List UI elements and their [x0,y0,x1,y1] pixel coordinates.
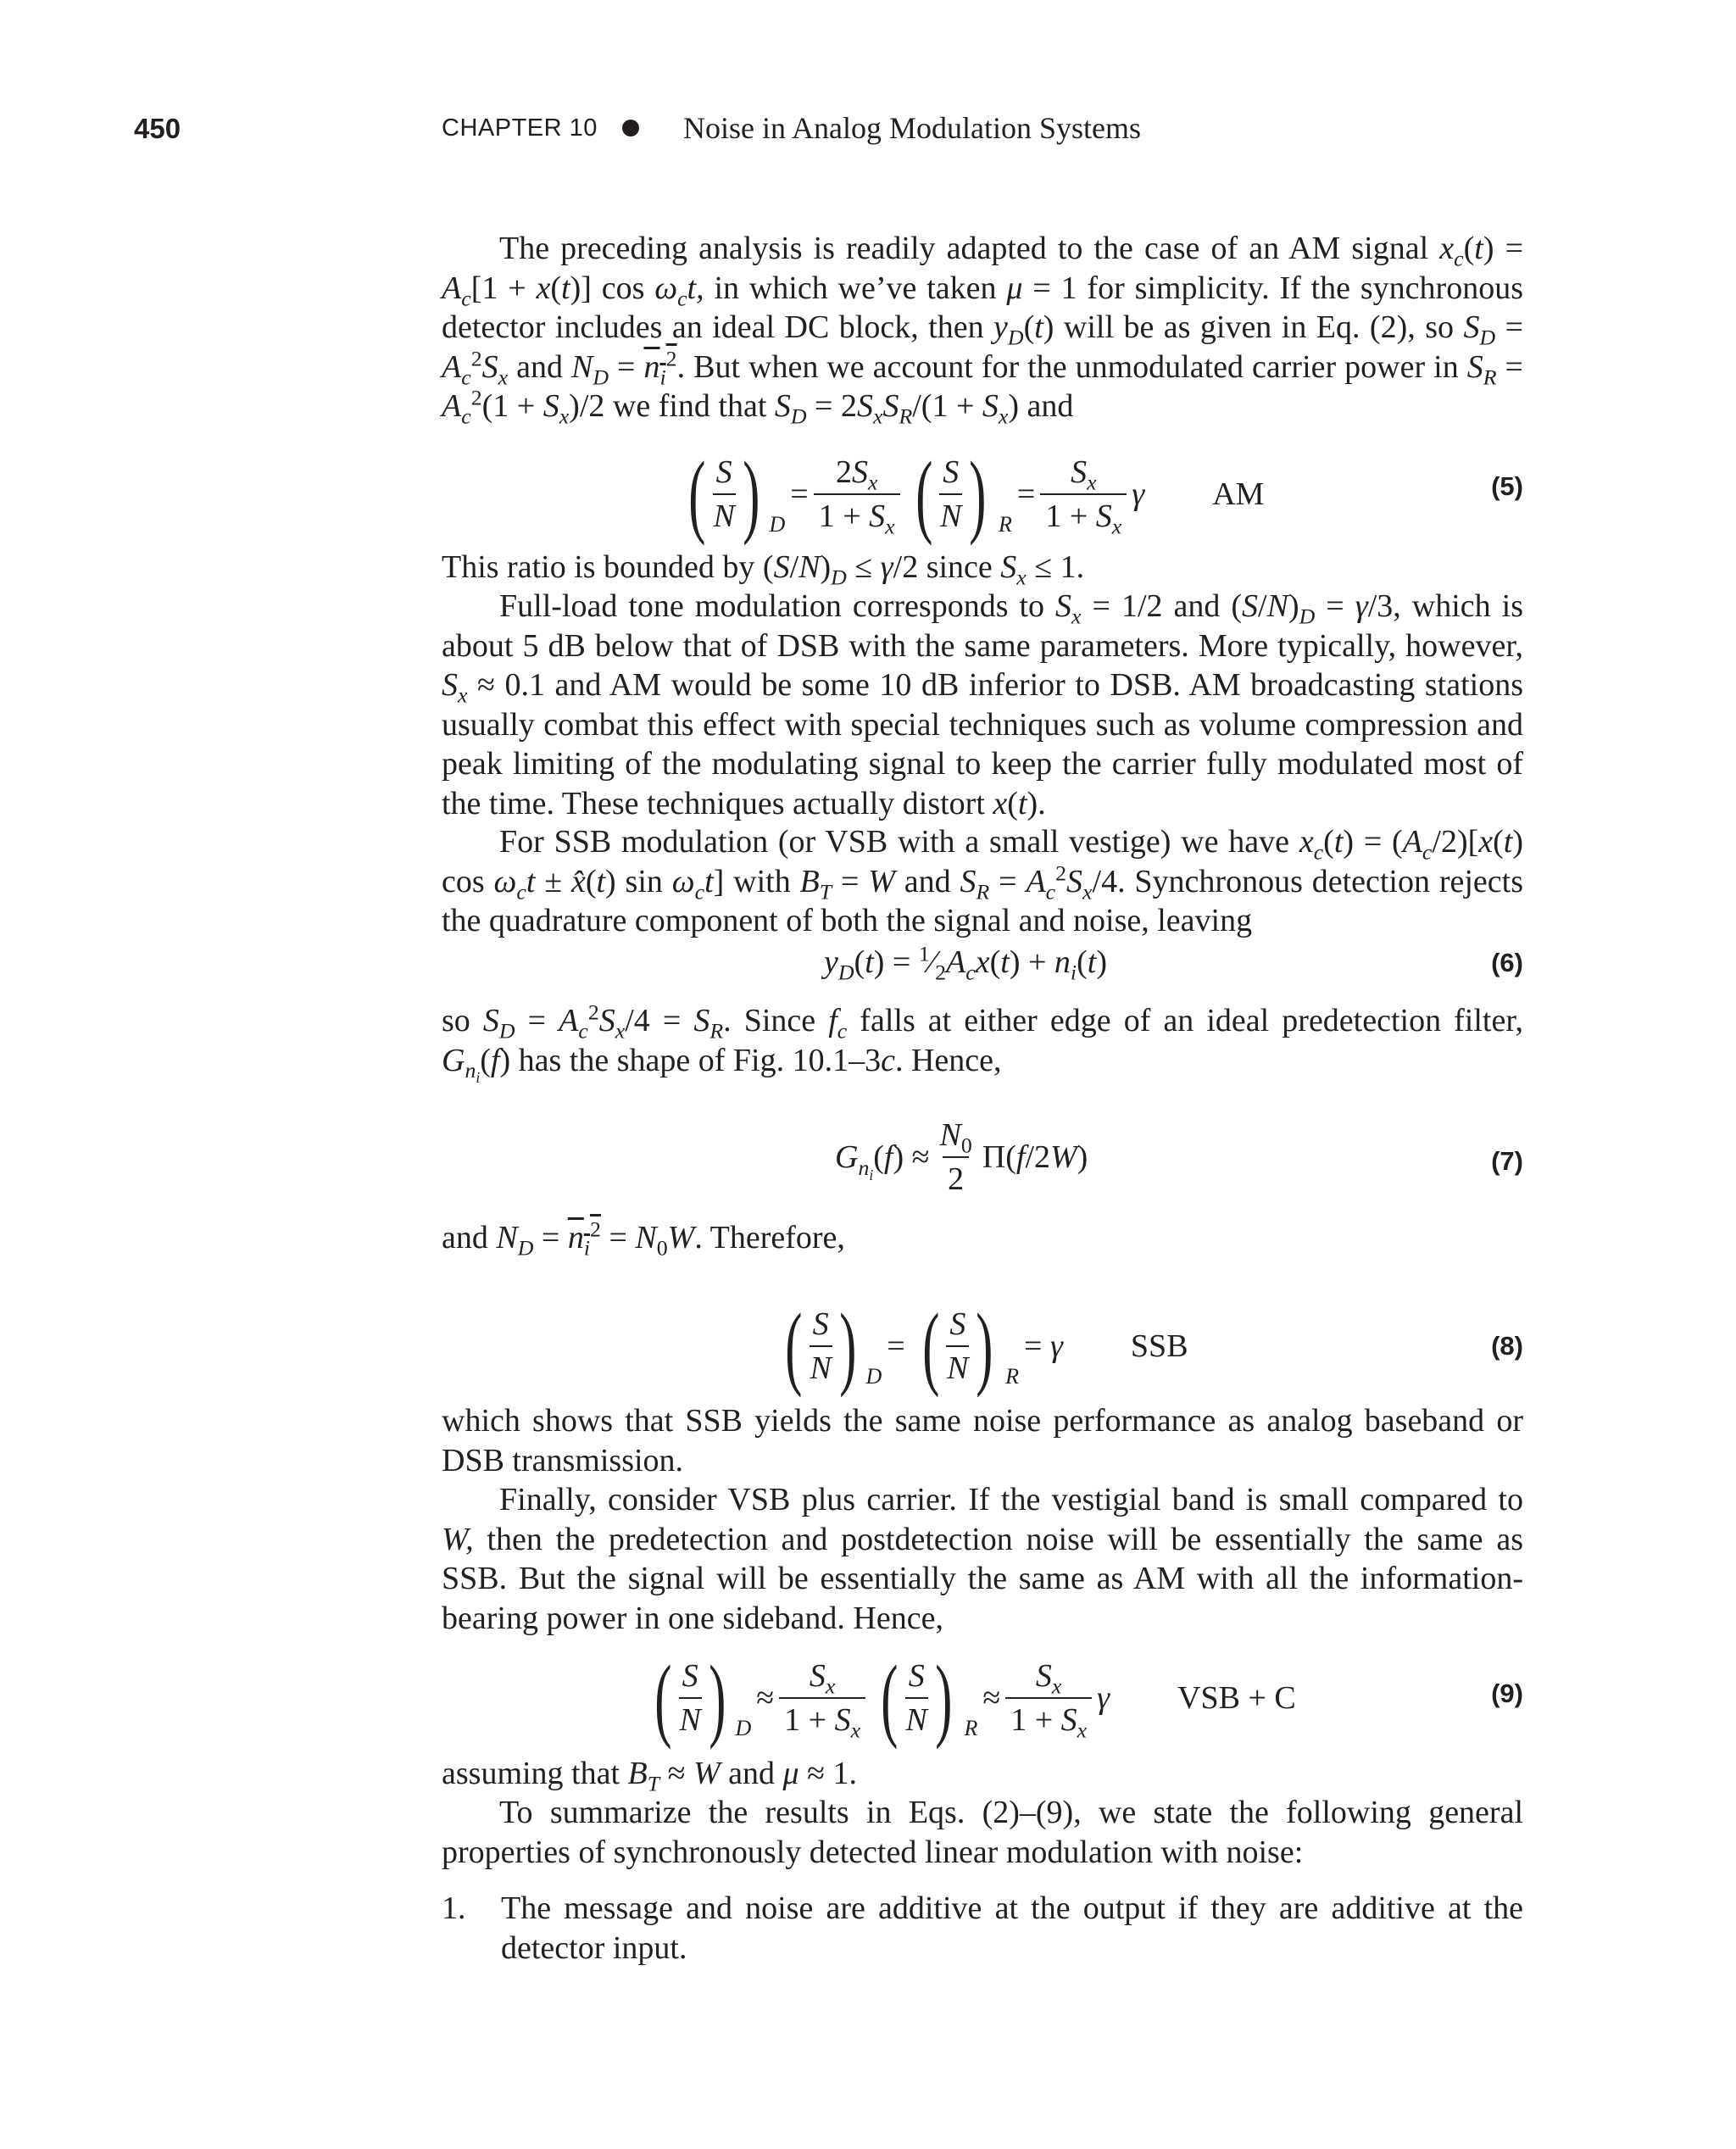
running-title: Noise in Analog Modulation Systems [683,111,1141,145]
paragraph-sd: so $S_D = A_c^2S_x/4 = S_R$. Since $f_c$ falls at either edge of an ideal predetection filter, $G_{n_i}(f)$ has the shape of Fig. 10.1–3c. Hence, [442,999,1523,1087]
paragraph-full-load: Full-load tone modulation corresponds to $S_x = 1/2$ and $(S/N)_D = \gamma/3$, which is about 5 dB below that of DSB with the same parameters. More typically, however, $S_x \approx 0.1$ and AM would be some 10 dB inferior to DSB. AM broadcasting stations usually combat this effect with special techniques such as volume compression and peak limiting of the modulating signal to keep the carrier fully modulated most of the time. These techniques actually distort x(t). [442,588,1523,821]
eq5-label: AM [1212,476,1265,512]
eq8-number: (8) [1491,1331,1523,1361]
paragraph-am-intro: The preceding analysis is readily adapted to the case of an AM signal $x_c(t) = A_c[1 + x(t)]$ $\cos \omega_ct$, in which we’ve taken μ = 1 for simplicity. If the synchronous detector includes an ideal DC block, then $y_D(t)$ will be as given in Eq. (2), so $S_D = A_c^2S_x$ and $N_D = n_i^2$. But when we account for the unmodulated carrier power in $S_R = A_c^2(1 + S_x)/2$ we find that $S_D = 2S_xS_R/(1 + S_x)$ and [442,231,1524,429]
equation-9: ( S N ) D ≈ $\frac{S_x}{1 + S_x}$ ( S N ) R ≈ $\frac{S_x}{1 + S_x}$ γ VSB + C [654,1646,1296,1750]
eq5-number: (5) [1491,471,1523,501]
paragraph-nd: and $N_D = n_i^2 = N_0W$. Therefore, [442,1216,845,1261]
paragraph-summary: To summarize the results in Eqs. (2)–(9), we state the following general properties of synchronously detected linear modulation with noise: [442,1795,1523,1870]
paragraph-ratio-bound: This ratio is bounded by $(S/N)_D \le \gamma/2$ since $S_x \le 1$. [442,549,1085,590]
paragraph-assuming: assuming that $B_T \approx W$ and μ ≈ 1. [442,1756,857,1796]
eq7-number: (7) [1491,1146,1523,1176]
eq6-number: (6) [1491,948,1523,977]
list-item [442,1889,1523,1968]
header-bullet [622,120,639,136]
paragraph-vsb: Finally, consider VSB plus carrier. If the vestigial band is small compared to W, then the predetection and postdetection noise will be essentially the same as SSB. But the signal will be essentially the same as AM with all the information-bearing power in one sideband. Hence, [442,1482,1523,1636]
page-number: 450 [134,113,181,144]
paragraph-ssb-performance: which shows that SSB yields the same noise performance as analog baseband or DSB transmission. [442,1403,1523,1478]
eq9-label: VSB + C [1177,1680,1296,1716]
list-item-number: 1. [442,1890,466,1926]
equation-7: $G_{n_i}(f)$ ≈ $\frac{N_0}{2}$ Π(f/2W) [835,1117,1088,1197]
list-item-text: The message and noise are additive at the output if they are additive at the detector input. [501,1890,1523,1966]
chapter-label: CHAPTER 10 [442,114,598,142]
equation-6: $y_D(t)$ = $^1⁄_2A_cx(t) + n_i(t)$ [824,941,1107,985]
eq8-label: SSB [1130,1328,1188,1364]
equation-5: ( S N ) D = $\frac{2S_x}{1 + S_x}$ ( S N ) R = $\frac{S_x}{1 + S_x}$ γ AM [688,443,1265,546]
eq9-number: (9) [1491,1679,1523,1708]
equation-8: ( S N ) D = ( S N ) R = γ SSB [785,1294,1188,1398]
paragraph-ssb: For SSB modulation (or VSB with a small vestige) we have $x_c(t) = (A_c/2)[x(t)$ $\cos \omega_ct$ ± x̂(t) $\sin \omega_ct$] with $B_T = W$ and $S_R = A_c^2S_x/4$. Synchronous detection rejects the quadrature component of both the signal and noise, leaving [442,824,1524,938]
